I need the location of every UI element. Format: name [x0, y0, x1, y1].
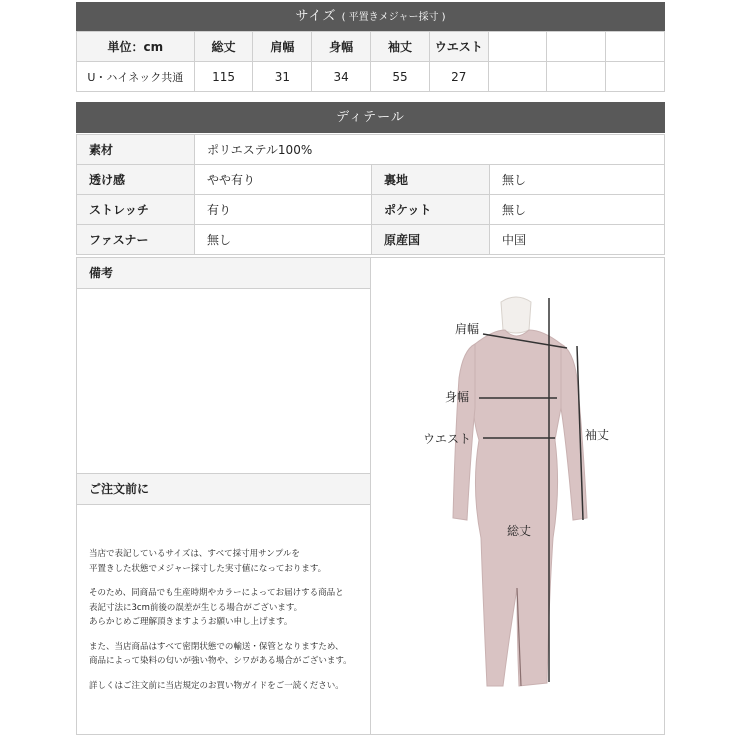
mannequin-neck	[501, 297, 531, 333]
dress-right-sleeve	[561, 344, 587, 520]
order-note-line: 詳しくはご注文前に当店規定のお買い物ガイドをご一読ください。	[89, 680, 344, 691]
detail-value-lining: 無し	[490, 165, 665, 195]
detail-table	[76, 134, 665, 255]
detail-label-pocket: ポケット	[372, 195, 490, 225]
remarks-title: 備考	[77, 258, 370, 289]
size-header-body-width: 身幅	[312, 32, 371, 62]
detail-value-material: ポリエステル100%	[195, 135, 665, 165]
detail-label-lining: 裏地	[372, 165, 490, 195]
waist-label: ウエスト	[423, 432, 472, 446]
size-header-empty	[488, 32, 547, 62]
detail-section-title: ディテール	[336, 110, 405, 125]
size-cell-empty	[547, 62, 606, 92]
body-width-label: 身幅	[445, 390, 470, 404]
table-row	[77, 62, 665, 92]
detail-label-origin: 原産国	[372, 225, 490, 255]
size-cell-body-width: 34	[312, 62, 371, 92]
detail-value-pocket: 無し	[490, 195, 665, 225]
size-header-empty	[547, 32, 606, 62]
size-header-empty	[606, 32, 665, 62]
size-section-subtitle: ( 平置きメジャー採寸 )	[341, 12, 446, 23]
detail-section-header	[76, 102, 665, 133]
table-row	[77, 165, 665, 195]
size-cell-empty	[606, 62, 665, 92]
detail-label-stretch: ストレッチ	[77, 195, 195, 225]
order-notes-panel	[76, 473, 371, 735]
size-cell-length: 115	[194, 62, 253, 92]
length-label: 総丈	[507, 524, 532, 538]
size-header-length: 総丈	[194, 32, 253, 62]
dress-body	[470, 330, 564, 686]
size-cell-waist: 27	[429, 62, 488, 92]
order-note-line: 平置きした状態でメジャー採寸した実寸値になっております。	[89, 563, 327, 574]
order-notes-title: ご注文前に	[77, 474, 370, 505]
order-note-line: 商品によって染料の匂いが強い物や、シワがある場合がございます。	[89, 656, 352, 666]
order-note-line: 当店で表記しているサイズは、すべて採寸用サンプルを	[89, 549, 300, 559]
size-header-shoulder: 肩幅	[253, 32, 312, 62]
order-notes-text	[77, 547, 370, 693]
order-note-line: 表記寸法に3cm前後の誤差が生じる場合がございます。	[89, 602, 303, 613]
table-row	[77, 135, 665, 165]
size-cell-empty	[488, 62, 547, 92]
detail-label-fastener: ファスナー	[77, 225, 195, 255]
detail-label-material: 素材	[77, 135, 195, 165]
size-cell-sleeve: 55	[371, 62, 430, 92]
size-table	[76, 31, 665, 92]
table-row	[77, 195, 665, 225]
detail-value-see-through: やや有り	[195, 165, 372, 195]
size-row-label: U・ハイネック共通	[77, 62, 195, 92]
sleeve-label: 袖丈	[585, 428, 610, 442]
remarks-panel	[76, 257, 371, 474]
shoulder-label: 肩幅	[455, 322, 480, 336]
dress-illustration	[371, 258, 666, 736]
order-note-line: また、当店商品はすべて密閉状態での輸送・保管となりますため、	[89, 641, 344, 652]
size-header-unit: 単位：cm	[77, 32, 195, 62]
detail-value-origin: 中国	[490, 225, 665, 255]
measurement-diagram-panel	[370, 257, 665, 735]
order-note-line: そのため、同商品でも生産時期やカラーによってお届けする商品と	[89, 588, 344, 598]
size-table-header-row	[77, 32, 665, 62]
detail-value-stretch: 有り	[195, 195, 372, 225]
order-note-line: あらかじめご理解頂きますようお願い申し上げます。	[89, 617, 293, 627]
size-section-header	[76, 2, 665, 31]
detail-value-fastener: 無し	[195, 225, 372, 255]
size-header-sleeve: 袖丈	[371, 32, 430, 62]
table-row	[77, 225, 665, 255]
size-header-waist: ウエスト	[429, 32, 488, 62]
size-cell-shoulder: 31	[253, 62, 312, 92]
size-section-title: サイズ	[295, 9, 337, 24]
detail-label-see-through: 透け感	[77, 165, 195, 195]
